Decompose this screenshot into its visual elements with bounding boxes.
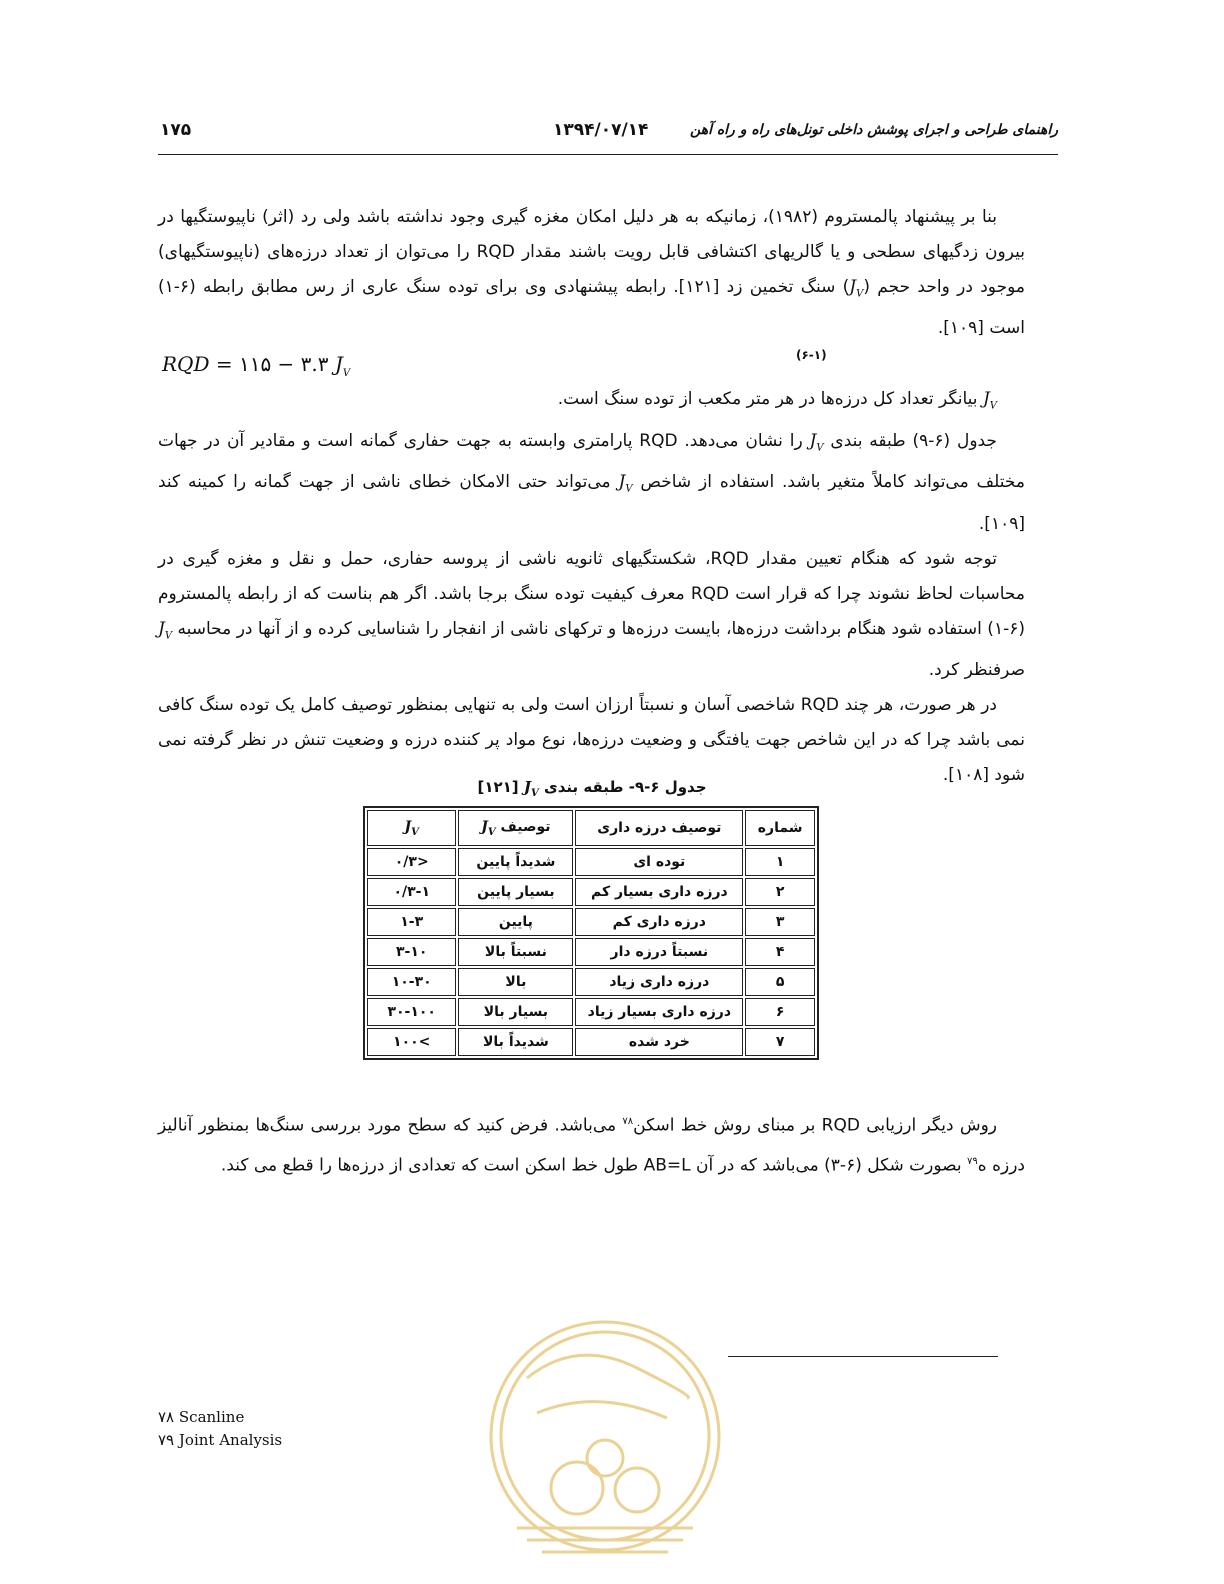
cell-jv: ۱۰-۳۰ [367,968,456,996]
cell-desc: خرد شده [575,1028,743,1056]
page-header [158,118,1058,155]
cell-desc: درزه داری زیاد [575,968,743,996]
table-row [367,1028,815,1056]
cell-num: ۳ [745,908,815,936]
paragraph-4: توجه شود که هنگام تعیین مقدار RQD، شکستگیهای ثانویه ناشی از پروسه حفاری، حمل و نقل و مغزه گیری در محاسبات لحاظ نشوند چرا که قرار است RQD معرف کیفیت توده سنگ برجا باشد. اگر هم بناست که از رابطه پالمستروم (۶-۱) استفاده شود هنگام برداشت درزه‌ها، بایست درزه‌ها و ترکهای ناشی از انفجار را شناسایی کرده و از آنها در محاسبه $J_V$ صرفنظر کرد. [158,548,1026,680]
footnote-separator [728,1356,998,1357]
cell-desc: نسبتاً درزه دار [575,938,743,966]
header-jv: $J_V$ [367,810,456,846]
cell-jv-desc: پایین [458,908,573,936]
cell-jv: ۱-۳ [367,908,456,936]
cell-jv: ۳۰-۱۰۰ [367,998,456,1026]
cell-num: ۱ [745,848,815,876]
page-number: ۱۷۵ [160,120,192,140]
paragraph-6: روش دیگر ارزیابی RQD بر مبنای روش خط اسکن$^{۷۸}$ می‌باشد. فرض کنید که سطح مورد بررسی سنگ‌ها بمنظور آنالیز درزه ه$^{۷۹}$ بصورت شکل (۶-۳) می‌باشد که در آن AB=L طول خط اسکن است که تعدادی از درزه‌ها را قطع می کند. [158,1115,1025,1176]
header-date: ۱۳۹۴/۰۷/۱۴ [553,120,649,140]
paragraph-3: جدول (۶-۹) طبقه بندی $J_V$ را نشان می‌دهد. RQD پارامتری وابسته به جهت حفاری گمانه است و مقادیر آن در جهات مختلف می‌تواند کاملاً متغیر باشد. استفاده از شاخص $J_V$ می‌تواند حتی الامکان خطای ناشی از جهت گمانه را کمینه کند [۱۰۹]. [158,430,1025,534]
cell-desc: درزه داری بسیار زیاد [575,998,743,1026]
jv-symbol: $J_V$ [849,277,864,300]
cell-jv-desc: بسیار بالا [458,998,573,1026]
table-row [367,998,815,1026]
cell-desc: توده ای [575,848,743,876]
cell-jv: ۰/۳-۱ [367,878,456,906]
paragraph-2: $J_V$ بیانگر تعداد کل درزه‌ها در هر متر مکعب از توده سنگ است. [557,389,997,412]
cell-num: ۲ [745,878,815,906]
table-row [367,848,815,876]
cell-jv-desc: شدیداً پایین [458,848,573,876]
cell-jv-desc: بسیار پایین [458,878,573,906]
cell-num: ۴ [745,938,815,966]
footnote-78: ۷۸ Scanline [158,1408,245,1426]
header-jv-desc: توصیف $J_V$ [458,810,573,846]
cell-jv-desc: بالا [458,968,573,996]
header-num: شماره [745,810,815,846]
equation-formula: RQD = ۱۱۵ − ۳.۳ $J_V$ [162,352,351,380]
cell-num: ۷ [745,1028,815,1056]
footnote-79: ۷۹ Joint Analysis [158,1431,283,1449]
footnotes [158,1406,282,1452]
paragraph-1: بنا بر پیشنهاد پالمستروم (۱۹۸۲)، زمانیکه به هر دلیل امکان مغزه گیری وجود نداشته باشد ولی رد (اثر) ناپیوستگیها در بیرون زدگیهای سطحی و یا گالریهای اکتشافی قابل رویت باشند مقدار RQD را می‌توان از تعداد درزه‌های (ناپیوستگیهای) موجود در واحد حجم $(J_V)$ سنگ تخمین زد [۱۲۱]. رابطه پیشنهادی وی برای توده سنگ عاری از رس مطابق رابطه (۶-۱) است [۱۰۹]. [158,207,1025,339]
paragraph-5: در هر صورت، هر چند RQD شاخصی آسان و نسبتاً ارزان است ولی به تنهایی بمنظور توصیف کامل یک توده سنگ کافی نمی باشد چرا که در این شاخص جهت یافتگی و وضعیت درزه‌ها، نوع مواد پر کننده درزه و وضعیت تنش در نظر گرفته نمی شود [۱۰۸]. [158,694,1025,785]
table-caption: جدول ۶-۹- طبقه بندی $J_V$ [۱۲۱] [477,778,707,799]
table-row [367,878,815,906]
table-row [367,938,815,966]
scanline-paragraph [158,1104,1025,1183]
header-title: راهنمای طراحی و اجرای پوشش داخلی تونل‌های راه و راه آهن [690,122,1058,138]
cell-jv-desc: نسبتاً بالا [458,938,573,966]
equation-6-1 [158,346,1025,382]
publisher-seal-watermark [487,1318,723,1578]
cell-desc: درزه داری بسیار کم [575,878,743,906]
cell-desc: درزه داری کم [575,908,743,936]
cell-jv: >۱۰۰ [367,1028,456,1056]
jv-classification-table [363,806,819,1060]
table-row [367,968,815,996]
cell-num: ۵ [745,968,815,996]
cell-jv: <۰/۳ [367,848,456,876]
table-header-row [367,810,815,846]
table-row [367,908,815,936]
header-desc: توصیف درزه داری [575,810,743,846]
cell-jv: ۳-۱۰ [367,938,456,966]
main-text [158,200,1025,793]
cell-num: ۶ [745,998,815,1026]
equation-number: (۶-۱) [796,348,827,363]
cell-jv-desc: شدیداً بالا [458,1028,573,1056]
